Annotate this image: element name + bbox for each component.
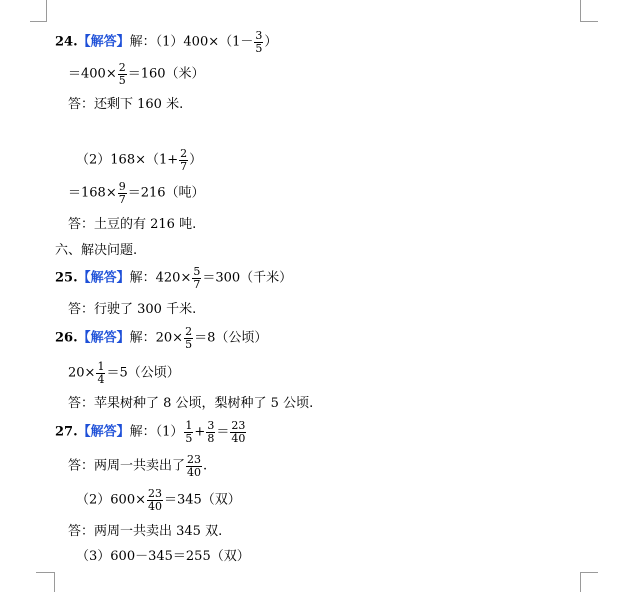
crop-mark-bottom-left-v <box>54 572 55 592</box>
p24-line-2: ＝400× $\frac{2}{5}$ ＝160（米） <box>68 61 205 87</box>
fraction: $\frac{2}{5}$ <box>118 61 126 87</box>
fraction: $\frac{23}{40}$ <box>187 453 202 479</box>
p27-answer: 答：两周一共卖出 345 双. <box>68 524 223 539</box>
p24-line-1: 24.【解答】解：（1）400×（1－ $\frac{3}{5}$ ） <box>55 29 278 55</box>
fraction: $\frac{2}{5}$ <box>185 325 193 351</box>
crop-mark-bottom-left-h <box>36 572 55 573</box>
p27-line-1: 27.【解答】解：（1） $\frac{1}{5}$ + $\frac{3}{8}$ ＝ $\frac{23}{40}$ <box>55 419 246 445</box>
p25-answer-tag: 【解答】 <box>77 270 130 286</box>
fraction: $\frac{5}{7}$ <box>193 265 201 291</box>
crop-mark-bottom-right-v <box>580 572 581 592</box>
p24-l1-text: 解：（1）400×（1－ <box>129 34 254 50</box>
p24-answer-1: 答：还剩下 160 米. <box>68 97 184 112</box>
p24-line-5: ＝168× $\frac{9}{7}$ ＝216（吨） <box>68 180 205 206</box>
fraction: $\frac{1}{4}$ <box>97 360 105 386</box>
fraction: $\frac{9}{7}$ <box>118 180 126 206</box>
crop-mark-top-left-h <box>30 21 47 22</box>
p24-line-4: （2）168×（1+ $\frac{2}{7}$ ） <box>76 147 203 173</box>
p26-line-2: 20× $\frac{1}{4}$ ＝5（公顷） <box>68 360 180 386</box>
p26-line-1: 26.【解答】解：20× $\frac{2}{5}$ ＝8（公顷） <box>55 325 268 351</box>
p26-answer: 答：苹果树种了 8 公顷，梨树种了 5 公顷. <box>68 396 314 411</box>
fraction: $\frac{23}{40}$ <box>231 419 246 445</box>
p25-answer: 答：行驶了 300 千米. <box>68 302 197 317</box>
crop-mark-top-right-h <box>580 21 598 22</box>
fraction: $\frac{23}{40}$ <box>147 487 162 513</box>
fraction: $\frac{2}{7}$ <box>180 147 188 173</box>
crop-mark-top-right-v <box>580 0 581 22</box>
fraction: $\frac{1}{5}$ <box>185 419 193 445</box>
crop-mark-bottom-right-h <box>580 572 598 573</box>
p25-number: 25. <box>55 270 78 286</box>
fraction: $\frac{3}{5}$ <box>255 29 263 55</box>
p26-number: 26. <box>55 330 78 346</box>
p24-number: 24. <box>55 34 78 50</box>
fraction: $\frac{3}{8}$ <box>207 419 215 445</box>
p24-answer-2: 答：土豆的有 216 吨. <box>68 217 197 232</box>
p27-line-3: （2）600× $\frac{23}{40}$ ＝345（双） <box>76 487 241 513</box>
p27-answer-tag: 【解答】 <box>77 424 130 440</box>
crop-mark-top-left-v <box>46 0 47 22</box>
section-heading: 六、解决问题. <box>55 243 138 258</box>
p24-answer-tag: 【解答】 <box>77 34 130 50</box>
p27-line-5: （3）600－345＝255（双） <box>76 549 250 564</box>
p25-line-1: 25.【解答】解：420× $\frac{5}{7}$ ＝300（千米） <box>55 265 293 291</box>
p27-line-2: 答：两周一共卖出了 $\frac{23}{40}$ . <box>68 453 208 479</box>
p27-number: 27. <box>55 424 78 440</box>
p26-answer-tag: 【解答】 <box>77 330 130 346</box>
